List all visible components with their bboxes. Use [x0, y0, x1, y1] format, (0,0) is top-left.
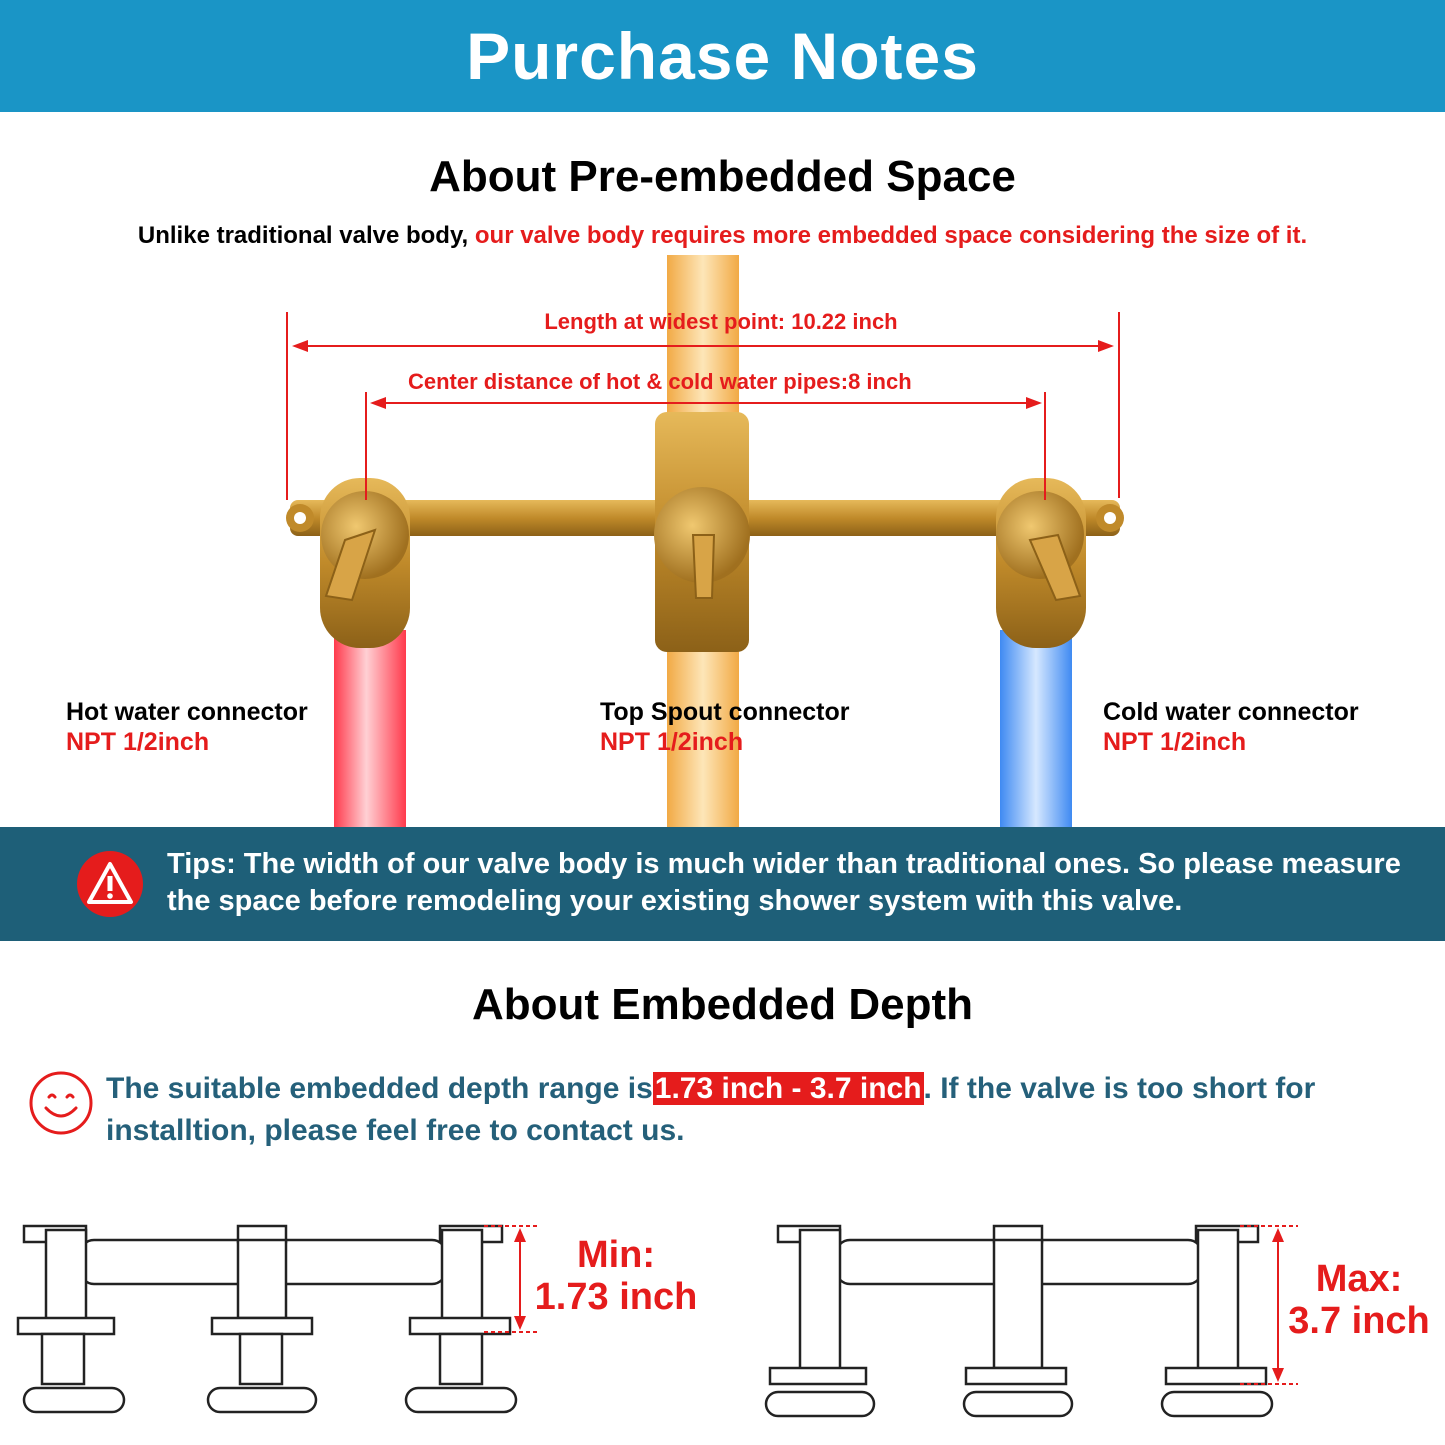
page-title: Purchase Notes: [466, 19, 979, 93]
min-depth-diagram: [18, 1226, 516, 1412]
spout-connector-spec: NPT 1/2inch: [600, 728, 744, 756]
hot-connector-spec: NPT 1/2inch: [66, 728, 210, 756]
cold-connector-spec: NPT 1/2inch: [1103, 728, 1247, 756]
intro-red: our valve body requires more embedded space considering the size of it.: [474, 222, 1308, 249]
smile-icon: [28, 1070, 94, 1136]
spout-connector-label: [600, 697, 850, 757]
min-depth-label: [526, 1234, 706, 1318]
depth-range-highlight: 1.73 inch - 3.7 inch: [654, 1072, 922, 1105]
spout-connector-name: Top Spout connector: [600, 698, 850, 726]
min-title: Min:: [576, 1234, 656, 1276]
center-distance-label: Center distance of hot & cold water pipes:8 inch: [408, 369, 912, 394]
warning-icon: [76, 850, 144, 918]
tips-text: Tips: The width of our valve body is much wider than traditional ones. So please measure the space before remodeling your existing shower system with this valve.: [167, 848, 1401, 917]
depth-range-text: [106, 1068, 1426, 1152]
width-dimension-label: Length at widest point: 10.22 inch: [544, 309, 898, 334]
depth-text-before: The suitable embedded depth range is: [106, 1072, 653, 1105]
cold-pipe: [1000, 630, 1072, 830]
hot-pipe: [334, 630, 406, 830]
section-heading-depth: About Embedded Depth: [471, 980, 974, 1029]
hot-connector-label: [66, 697, 308, 757]
cold-connector-name: Cold water connector: [1103, 698, 1359, 726]
hot-connector-name: Hot water connector: [66, 698, 308, 726]
cold-connector-label: [1103, 697, 1359, 757]
section-heading-space: About Pre-embedded Space: [429, 152, 1016, 201]
max-title: Max:: [1315, 1258, 1403, 1300]
depth-text-after: . If the valve is too short for installtion, please feel free to contact us.: [106, 1072, 1316, 1147]
valve-body: [286, 412, 1124, 652]
max-depth-diagram: [766, 1226, 1272, 1416]
min-value: 1.73 inch: [534, 1276, 698, 1318]
max-depth-label: [1280, 1258, 1438, 1342]
max-value: 3.7 inch: [1288, 1300, 1430, 1342]
intro-black: Unlike traditional valve body,: [137, 222, 475, 249]
